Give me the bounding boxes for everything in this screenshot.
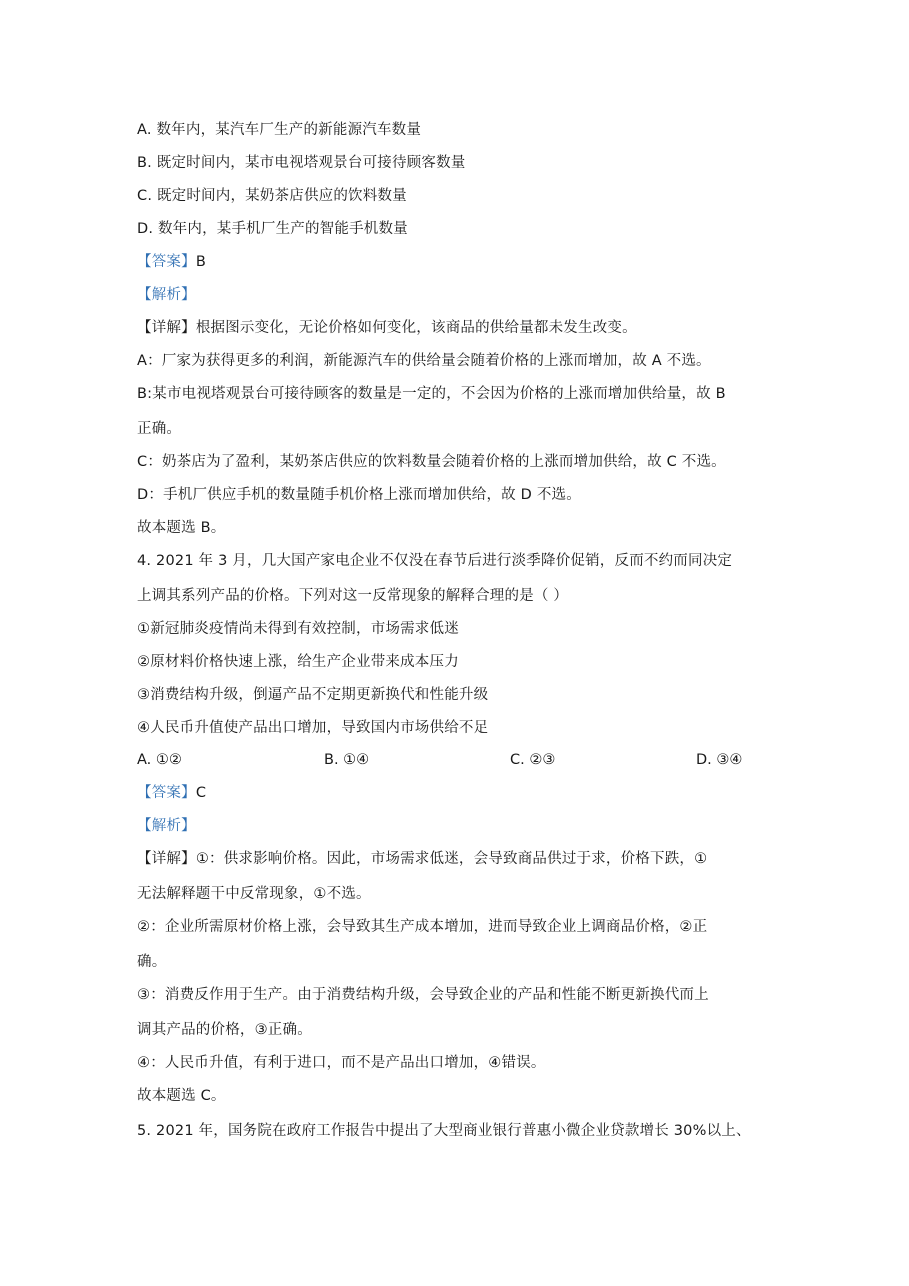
q4-detail (137, 849, 707, 869)
q3-analysis-tag (137, 285, 196, 305)
q3-conclusion: 故本题选 B。 (137, 520, 226, 536)
q3-option-b: B. 既定时间内，某市电视塔观景台可接待顾客数量 (137, 155, 466, 171)
answer-tag: 【答案】 (137, 785, 196, 801)
q3-explain-b-cont: 正确。 (137, 421, 182, 437)
q4-stem-line-2: 上调其系列产品的价格。下列对这一反常现象的解释合理的是（ ） (137, 588, 569, 604)
q4-conclusion: 故本题选 C。 (137, 1088, 226, 1104)
q4-statement-2: ②原材料价格快速上涨，给生产企业带来成本压力 (137, 654, 459, 670)
analysis-tag: 【解析】 (137, 818, 196, 834)
q4-explain-4: ④：人民币升值，有利于进口，而不是产品出口增加，④错误。 (137, 1055, 546, 1071)
q4-answer (137, 783, 206, 803)
q4-choice-c: C. ②③ (510, 752, 556, 768)
q4-stem-line-1: 4. 2021 年 3 月，几大国产家电企业不仅没在春节后进行淡季降价促销，反而不约而同决定 (137, 553, 733, 569)
q3-answer (137, 252, 206, 272)
q4-statement-3: ③消费结构升级，倒逼产品不定期更新换代和性能升级 (137, 687, 489, 703)
q4-statement-4: ④人民币升值使产品出口增加，导致国内市场供给不足 (137, 720, 489, 736)
detail-text: 根据图示变化，无论价格如何变化，该商品的供给量都未发生改变。 (195, 320, 637, 336)
q3-explain-a: A：厂家为获得更多的利润，新能源汽车的供给量会随着价格的上涨而增加，故 A 不选。 (137, 353, 711, 369)
q3-option-d: D. 数年内，某手机厂生产的智能手机数量 (137, 221, 408, 237)
q4-explain-3-cont: 调其产品的价格，③正确。 (137, 1022, 312, 1038)
answer-tag: 【答案】 (137, 254, 196, 270)
q4-explain-1-cont: 无法解释题干中反常现象，①不选。 (137, 886, 371, 902)
q3-detail (137, 318, 637, 338)
detail-tag: 【详解】 (137, 851, 196, 867)
answer-value: C (195, 785, 207, 801)
detail-text: ①：供求影响价格。因此，市场需求低迷，会导致商品供过于求，价格下跌，① (195, 851, 708, 867)
q4-explain-2-cont: 确。 (137, 954, 167, 970)
q4-statement-1: ①新冠肺炎疫情尚未得到有效控制，市场需求低迷 (137, 621, 459, 637)
q3-option-a: A. 数年内，某汽车厂生产的新能源汽车数量 (137, 122, 422, 138)
q4-explain-3: ③：消费反作用于生产。由于消费结构升级，会导致企业的产品和性能不断更新换代而上 (137, 987, 709, 1003)
q4-choice-d: D. ③④ (696, 752, 743, 768)
q5-stem-line-1: 5. 2021 年，国务院在政府工作报告中提出了大型商业银行普惠小微企业贷款增长 30%以上、 (137, 1123, 751, 1139)
q4-choice-a: A. ①② (137, 752, 182, 768)
answer-value: B (195, 254, 206, 270)
detail-tag: 【详解】 (137, 320, 196, 336)
q4-analysis-tag (137, 816, 196, 836)
q3-explain-c: C：奶茶店为了盈利，某奶茶店供应的饮料数量会随着价格的上涨而增加供给，故 C 不选。 (137, 454, 726, 470)
q4-choice-b: B. ①④ (324, 752, 370, 768)
q3-option-c: C. 既定时间内，某奶茶店供应的饮料数量 (137, 188, 407, 204)
q3-explain-d: D：手机厂供应手机的数量随手机价格上涨而增加供给，故 D 不选。 (137, 487, 581, 503)
q3-explain-b: B:某市电视塔观景台可接待顾客的数量是一定的，不会因为价格的上涨而增加供给量，故 B (137, 386, 726, 402)
q4-explain-2: ②：企业所需原材价格上涨，会导致其生产成本增加，进而导致企业上调商品价格，②正 (137, 919, 708, 935)
analysis-tag: 【解析】 (137, 287, 196, 303)
